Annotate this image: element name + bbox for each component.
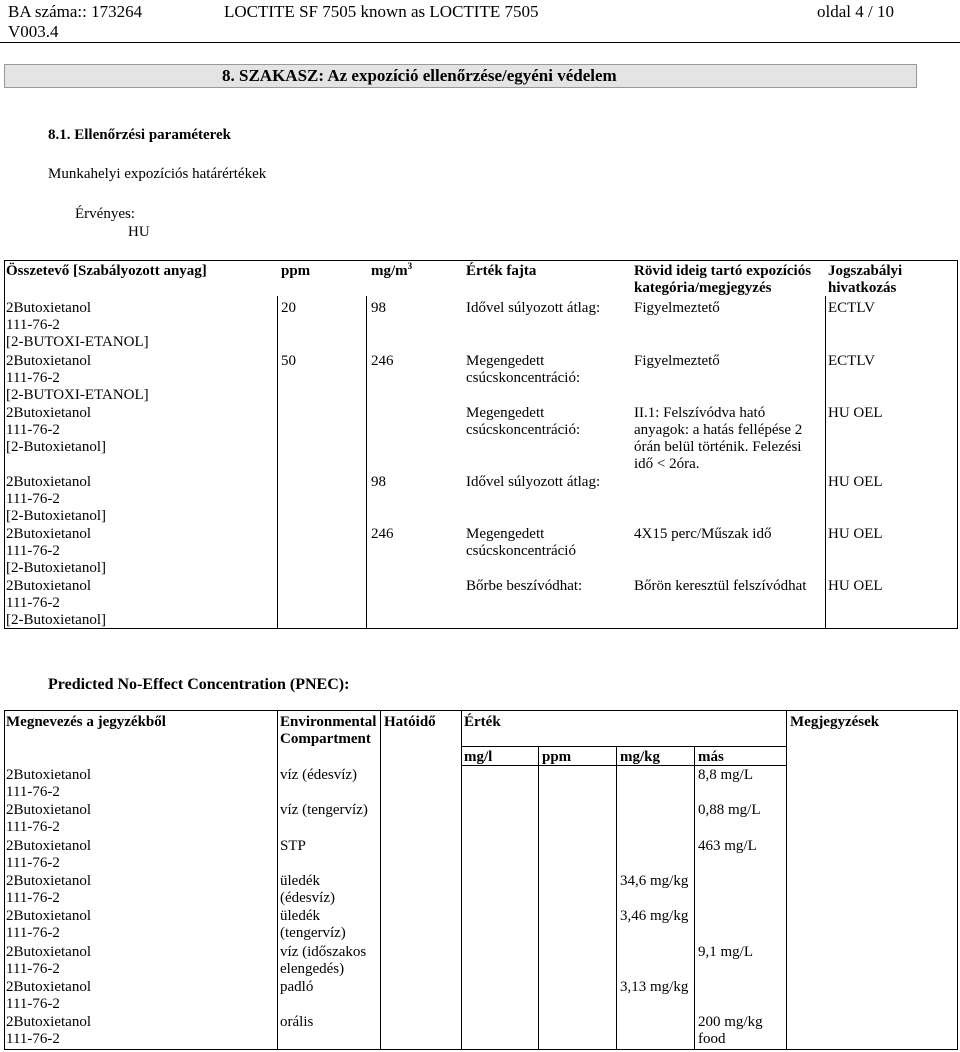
oel-row-type: Megengedett csúcskoncentráció: [466,405,581,438]
oel-row-mgm3: 246 [371,353,394,369]
pnec-subheader-mgkg: mg/kg [620,749,661,765]
pnec-row-other: 0,88 mg/L [698,802,761,818]
oel-row-legal: HU OEL [828,405,883,421]
oel-row-component: 2Butoxietanol 111-76-2 [2-Butoxietanol] [6,405,106,455]
oel-row-ppm: 50 [281,353,296,369]
oel-header-legal: Jogszabályi hivatkozás [828,263,903,296]
pnec-header-compartment: Environmental Compartment [280,714,377,747]
pnec-row-other: 463 mg/L [698,838,757,854]
pnec-row-mgkg: 3,13 mg/kg [620,979,689,995]
oel-row-legal: HU OEL [828,578,883,594]
oel-row-component: 2Butoxietanol 111-76-2 [2-Butoxietanol] [6,474,106,524]
oel-row-short-term: 4X15 perc/Műszak idő [634,526,772,542]
oel-row-component: 2Butoxietanol 111-76-2 [2-Butoxietanol] [6,526,106,576]
oel-row-ppm: 20 [281,300,296,316]
pnec-subheader-other: más [698,749,724,765]
pnec-row-name: 2Butoxietanol 111-76-2 [6,767,91,800]
oel-header-mgm3: $mg/m^3$ [371,261,413,279]
oel-row-legal: ECTLV [828,300,875,316]
pnec-row-name: 2Butoxietanol 111-76-2 [6,1014,91,1047]
pnec-row-mgkg: 34,6 mg/kg [620,873,689,889]
oel-row-type: Megengedett csúcskoncentráció: [466,353,581,386]
pnec-row-compartment: üledék (édesvíz) [280,873,335,906]
section-title: 8. SZAKASZ: Az expozíció ellenőrzése/egyéni védelem [222,66,617,85]
oel-row-type: Idővel súlyozott átlag: [466,300,601,316]
pnec-row-compartment: orális [280,1014,314,1030]
pnec-row-other: 8,8 mg/L [698,767,753,783]
oel-row-legal: HU OEL [828,474,883,490]
pnec-header-notes: Megjegyzések [790,714,880,730]
pnec-row-compartment: STP [280,838,306,854]
oel-row-short-term: Figyelmeztető [634,300,720,316]
oel-row-legal: HU OEL [828,526,883,542]
pnec-row-other: 200 mg/kg food [698,1014,763,1047]
pnec-row-name: 2Butoxietanol 111-76-2 [6,944,91,977]
oel-row-type: Idővel súlyozott átlag: [466,474,601,490]
document-number: BA száma:: 173264 [8,2,143,21]
oel-row-mgm3: 98 [371,474,386,490]
pnec-row-name: 2Butoxietanol 111-76-2 [6,802,91,835]
valid-value: HU [128,224,150,240]
oel-row-short-term: II.1: Felszívódva ható anyagok: a hatás fellépése 2 órán belül történik. Felezési idő < 2óra. [634,405,803,472]
oel-row-mgm3: 246 [371,526,394,542]
oel-row-legal: ECTLV [828,353,875,369]
pnec-title: Predicted No-Effect Concentration (PNEC): [48,676,350,693]
pnec-row-compartment: víz (édesvíz) [280,767,358,783]
subsection-title: 8.1. Ellenőrzési paraméterek [48,127,232,143]
page-number: oldal 4 / 10 [817,2,894,21]
pnec-row-name: 2Butoxietanol 111-76-2 [6,979,91,1012]
pnec-header-name: Megnevezés a jegyzékből [6,714,166,730]
pnec-row-other: 9,1 mg/L [698,944,753,960]
oel-row-component: 2Butoxietanol 111-76-2 [2-BUTOXI-ETANOL] [6,353,149,403]
oel-header-short-term: Rövid ideig tartó expozíciós kategória/megjegyzés [634,263,812,296]
oel-header-ppm: ppm [281,263,311,279]
pnec-row-compartment: víz (tengervíz) [280,802,368,818]
pnec-subheader-ppm: ppm [542,749,572,765]
oel-row-short-term: Bőrön keresztül felszívódhat [634,578,807,594]
document-version: V003.4 [8,22,59,41]
pnec-subheader-mgl: mg/l [464,749,493,765]
workplace-limits-heading: Munkahelyi expozíciós határértékek [48,166,267,182]
oel-row-type: Megengedett csúcskoncentráció [466,526,576,559]
pnec-row-mgkg: 3,46 mg/kg [620,908,689,924]
oel-row-short-term: Figyelmeztető [634,353,720,369]
oel-row-mgm3: 98 [371,300,386,316]
oel-header-component: Összetevő [Szabályozott anyag] [6,263,207,279]
pnec-row-compartment: üledék (tengervíz) [280,908,346,941]
oel-row-type: Bőrbe beszívódhat: [466,578,583,594]
pnec-row-name: 2Butoxietanol 111-76-2 [6,838,91,871]
pnec-row-name: 2Butoxietanol 111-76-2 [6,908,91,941]
valid-label: Érvényes: [75,206,135,222]
oel-header-type: Érték fajta [466,263,537,279]
pnec-header-duration: Hatóidő [384,714,436,730]
oel-row-component: 2Butoxietanol 111-76-2 [2-Butoxietanol] [6,578,106,628]
header-rule [0,42,960,43]
oel-row-component: 2Butoxietanol 111-76-2 [2-BUTOXI-ETANOL] [6,300,149,350]
pnec-header-value: Érték [464,714,501,730]
pnec-row-name: 2Butoxietanol 111-76-2 [6,873,91,906]
pnec-row-compartment: víz (időszakos elengedés) [280,944,367,977]
product-name: LOCTITE SF 7505 known as LOCTITE 7505 [224,2,539,21]
pnec-row-compartment: padló [280,979,314,995]
